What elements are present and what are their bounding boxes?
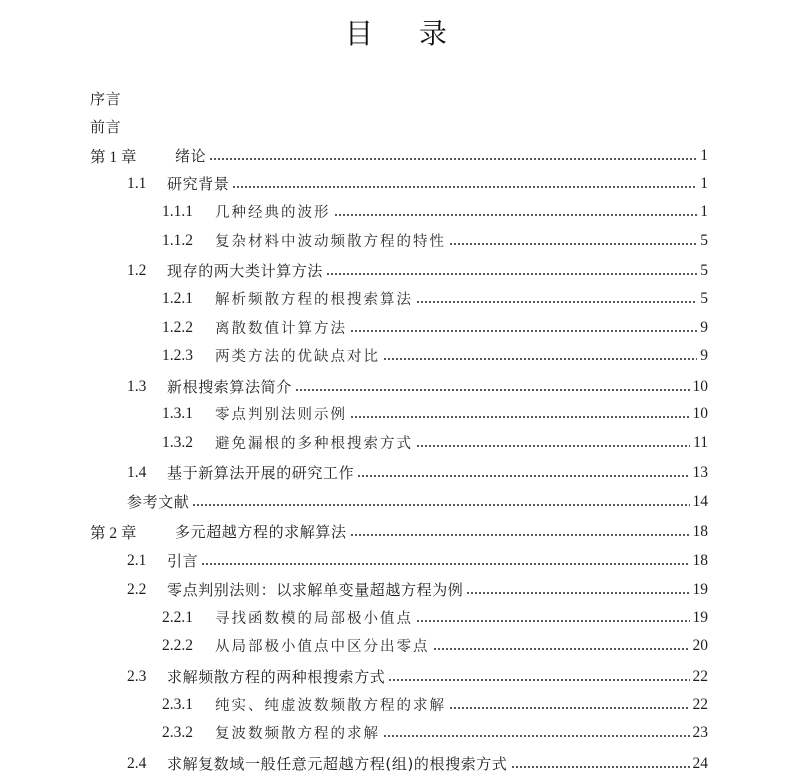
entry-title: 离散数值计算方法 (215, 321, 347, 337)
dot-leader (383, 341, 697, 370)
subsection-number: 2.3.1 (162, 695, 193, 713)
page-number: 1 (700, 174, 708, 192)
dot-leader (192, 487, 689, 516)
chapter-number: 第 1 章 (90, 148, 137, 166)
toc-entry[interactable] (0, 749, 800, 778)
dot-leader (357, 458, 689, 487)
toc-entry[interactable] (0, 458, 800, 487)
dot-leader (449, 690, 690, 719)
page-number: 5 (700, 261, 708, 279)
page-number: 5 (700, 289, 708, 307)
toc-entry[interactable] (0, 341, 800, 370)
page-number: 24 (692, 754, 708, 772)
dot-leader (350, 313, 697, 342)
dot-leader (350, 517, 690, 546)
toc-entry[interactable] (0, 690, 800, 719)
entry-title: 零点判别法则示例 (215, 407, 347, 423)
subsection-number: 2.2.2 (162, 636, 193, 654)
page-number: 1 (700, 202, 708, 220)
dot-leader (383, 718, 690, 747)
page-number: 22 (692, 667, 708, 685)
dot-leader (350, 399, 690, 428)
dot-leader (201, 546, 689, 575)
toc-entry-chapter-1[interactable] (0, 141, 800, 170)
page-number: 10 (692, 377, 708, 395)
entry-title: 解析频散方程的根搜索算法 (215, 292, 413, 308)
entry-title: 绪论 (175, 147, 207, 165)
page-number: 9 (700, 346, 708, 364)
entry-title: 基于新算法开展的研究工作 (167, 464, 355, 482)
dot-leader (295, 372, 690, 401)
toc-entry[interactable] (0, 399, 800, 428)
dot-leader (388, 662, 689, 691)
dot-leader (449, 226, 697, 255)
page-number: 13 (692, 463, 708, 481)
dot-leader (466, 575, 689, 604)
page-number: 20 (692, 636, 708, 654)
page-number: 9 (700, 318, 708, 336)
dot-leader (209, 141, 697, 170)
dot-leader (416, 284, 697, 313)
toc-entry-references[interactable] (0, 487, 800, 516)
toc-entry[interactable] (0, 197, 800, 226)
toc-entry[interactable] (0, 718, 800, 747)
entry-title: 零点判别法则：以求解单变量超越方程为例 (167, 581, 464, 599)
dot-leader (511, 749, 690, 778)
entry-title: 复杂材料中波动频散方程的特性 (215, 234, 446, 250)
toc-entry[interactable] (0, 575, 800, 604)
dot-leader (334, 197, 698, 226)
toc-entry[interactable] (0, 256, 800, 285)
subsection-number: 1.2.3 (162, 346, 193, 364)
entry-title: 研究背景 (167, 175, 230, 193)
entry-title: 两类方法的优缺点对比 (215, 349, 380, 365)
toc-entry[interactable] (0, 313, 800, 342)
entry-title: 序言 (90, 90, 122, 108)
dot-leader (232, 169, 697, 198)
toc-entry[interactable] (0, 372, 800, 401)
dot-leader (416, 603, 690, 632)
section-number: 1.4 (127, 463, 147, 481)
subsection-number: 2.3.2 (162, 723, 193, 741)
entry-title: 寻找函数模的局部极小值点 (215, 611, 413, 627)
toc-entry[interactable] (0, 603, 800, 632)
entry-title: 现存的两大类计算方法 (167, 262, 324, 280)
dot-leader (416, 428, 690, 457)
entry-title: 几种经典的波形 (215, 205, 331, 221)
page-number: 18 (692, 551, 708, 569)
entry-title: 引言 (167, 552, 199, 570)
subsection-number: 1.2.2 (162, 318, 193, 336)
section-number: 1.2 (127, 261, 147, 279)
section-number: 1.3 (127, 377, 147, 395)
toc-entry-preface[interactable] (0, 84, 800, 113)
page-number: 14 (692, 492, 708, 510)
subsection-number: 1.1.1 (162, 202, 193, 220)
toc-entry[interactable] (0, 631, 800, 660)
section-number: 2.3 (127, 667, 147, 685)
subsection-number: 1.3.1 (162, 404, 193, 422)
section-number: 2.4 (127, 754, 147, 772)
entry-title: 参考文献 (127, 493, 190, 511)
toc-entry-chapter-2[interactable] (0, 517, 800, 546)
entry-title: 前言 (90, 118, 122, 136)
entry-title: 避免漏根的多种根搜索方式 (215, 436, 413, 452)
entry-title: 多元超越方程的求解算法 (175, 523, 347, 541)
entry-title: 从局部极小值点中区分出零点 (215, 639, 430, 655)
toc-entry-foreword[interactable] (0, 112, 800, 141)
entry-title: 新根搜索算法简介 (167, 378, 292, 396)
toc-entry[interactable] (0, 546, 800, 575)
page-number: 10 (692, 404, 708, 422)
page-number: 19 (692, 608, 708, 626)
entry-title: 复波数频散方程的求解 (215, 726, 380, 742)
page-number: 23 (692, 723, 708, 741)
page-number: 18 (692, 522, 708, 540)
page-number: 1 (700, 146, 708, 164)
page-number: 22 (692, 695, 708, 713)
section-number: 1.1 (127, 174, 147, 192)
toc-entry[interactable] (0, 169, 800, 198)
dot-leader (433, 631, 690, 660)
section-number: 2.2 (127, 580, 147, 598)
subsection-number: 1.3.2 (162, 433, 193, 451)
subsection-number: 2.2.1 (162, 608, 193, 626)
page-number: 5 (700, 231, 708, 249)
toc-entry[interactable] (0, 662, 800, 691)
entry-title: 求解复数域一般任意元超越方程(组)的根搜索方式 (167, 755, 508, 773)
toc-entry[interactable] (0, 226, 800, 255)
toc-entry[interactable] (0, 428, 800, 457)
section-number: 2.1 (127, 551, 147, 569)
page-number: 11 (693, 433, 708, 451)
page-title: 目录 (345, 17, 494, 50)
toc-entry[interactable] (0, 284, 800, 313)
entry-title: 纯实、纯虚波数频散方程的求解 (215, 698, 446, 714)
page-number: 19 (692, 580, 708, 598)
dot-leader (326, 256, 697, 285)
chapter-number: 第 2 章 (90, 524, 137, 542)
subsection-number: 1.1.2 (162, 231, 193, 249)
entry-title: 求解频散方程的两种根搜索方式 (167, 668, 386, 686)
subsection-number: 1.2.1 (162, 289, 193, 307)
